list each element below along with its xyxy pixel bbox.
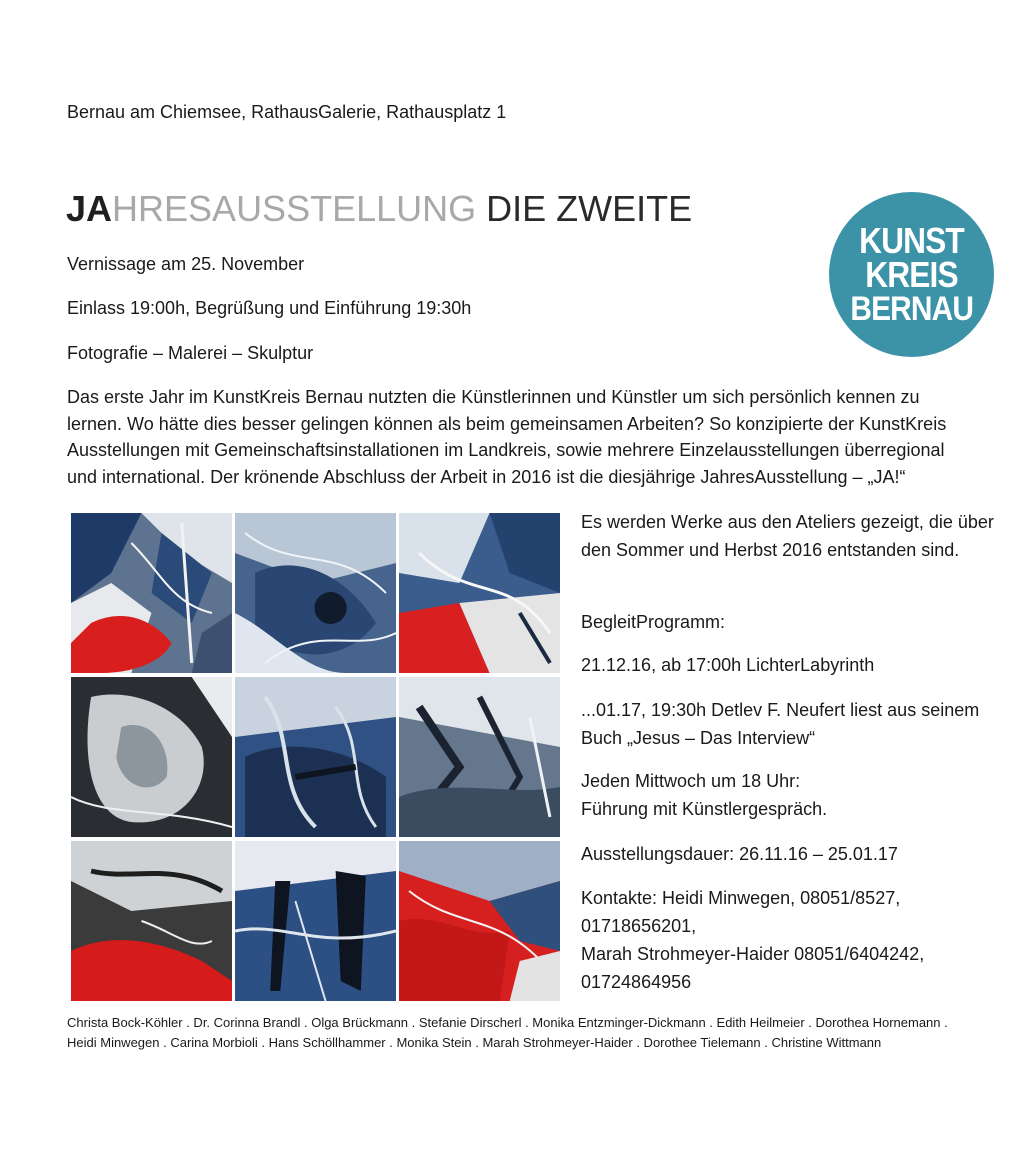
event-guided-tour-line-1: Jeden Mittwoch um 18 Uhr: — [581, 771, 801, 791]
contact-line-1: Kontakte: Heidi Minwegen, 08051/8527, — [581, 888, 901, 908]
title-part-grey: HRESAUSSTELLUNG — [112, 188, 477, 229]
title-part-bold: JA — [66, 188, 113, 229]
artwork-tile-2 — [235, 513, 396, 673]
title-part-dark: DIE ZWEITE — [476, 188, 693, 229]
event-guided-tour-line-2: Führung mit Künstlergespräch. — [581, 799, 828, 819]
einlass-time: Einlass 19:00h, Begrüßung und Einführung 19:30h — [67, 298, 472, 318]
intro-paragraph: Das erste Jahr im KunstKreis Bernau nutzten die Künstlerinnen und Künstler um sich persönlich kennen zu lernen. Wo hätte dies besser gelingen können als beim gemeinsamen Arbeiten? So konzipierte der KunstKreis Ausstellungen mit Gemeinschaftsinstallationen im Landkreis, sowie mehrere Einzelausstellungen überregional und international. Der krönende Abschluss der Arbeit in 2016 ist die diesjährige JahresAusstellung – „JA!“ — [67, 387, 947, 487]
exhibition-duration: Ausstellungsdauer: 26.11.16 – 25.01.17 — [581, 844, 898, 864]
logo-line-3: BERNAU — [850, 289, 973, 328]
artwork-tile-7 — [71, 841, 232, 1001]
works-paragraph: Es werden Werke aus den Ateliers gezeigt, die über den Sommer und Herbst 2016 entstanden sind. — [581, 512, 994, 560]
event-reading-line-1: ...01.17, 19:30h Detlev F. Neufert liest aus seinem — [581, 700, 980, 720]
artwork-tile-1 — [71, 513, 232, 673]
event-lichterlabyrinth: 21.12.16, ab 17:00h LichterLabyrinth — [581, 655, 875, 675]
artist-list-line-2: Heidi Minwegen . Carina Morbioli . Hans Schöllhammer . Monika Stein . Marah Strohmeyer-Haider . Dorothee Tielemann . Christine Wittmann — [67, 1035, 882, 1050]
logo-line-2: KREIS — [865, 253, 958, 295]
contact-line-3: Marah Strohmeyer-Haider 08051/6404242, — [581, 944, 925, 964]
exhibition-address: Bernau am Chiemsee, RathausGalerie, Rathausplatz 1 — [67, 102, 507, 122]
artwork-tile-6 — [399, 677, 560, 837]
event-reading-line-2: Buch „Jesus – Das Interview“ — [581, 728, 816, 748]
kunstkreis-logo — [829, 192, 994, 357]
artwork-tile-8 — [235, 841, 396, 1001]
artwork-tile-4 — [71, 677, 232, 837]
program-label: BegleitProgramm: — [581, 612, 726, 632]
genres-line: Fotografie – Malerei – Skulptur — [67, 343, 314, 363]
artwork-tile-9 — [399, 841, 560, 1001]
artwork-tile-3 — [399, 513, 560, 673]
logo-line-1: KUNST — [859, 219, 964, 261]
exhibition-title — [66, 187, 692, 231]
contact-line-2: 01718656201, — [581, 916, 697, 936]
artist-list-line-1: Christa Bock-Köhler . Dr. Corinna Brandl . Olga Brückmann . Stefanie Dirscherl . Monika Entzminger-Dickmann . Edith Heilmeier . Dorothea Hornemann . — [67, 1015, 948, 1030]
artist-list — [67, 1013, 997, 1053]
contact-line-4: 01724864956 — [581, 972, 692, 992]
artwork-tile-5 — [235, 677, 396, 837]
vernissage-date: Vernissage am 25. November — [67, 254, 305, 274]
artwork-grid — [71, 513, 560, 1002]
